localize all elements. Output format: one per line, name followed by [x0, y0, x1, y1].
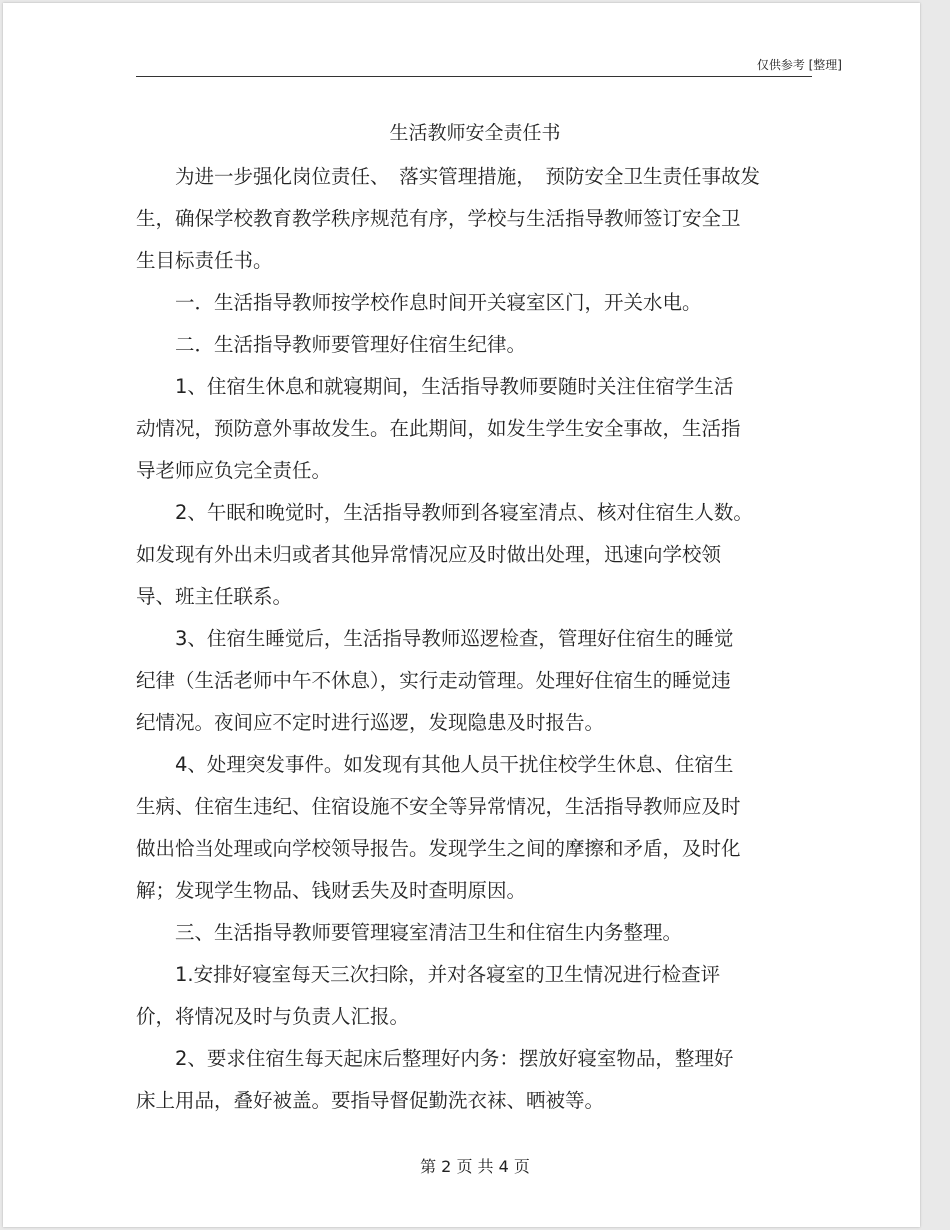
document-title: 生活教师安全责任书 — [389, 122, 561, 144]
body-line: 导、班主任联系。 — [136, 585, 293, 608]
body-line: 动情况，预防意外事故发生。在此期间，如发生学生安全事故，生活指 — [136, 417, 741, 440]
body-line: 1.安排好寝室每天三次扫除，并对各寝室的卫生情况进行检查评 — [136, 963, 721, 986]
body-line: 4、处理突发事件。如发现有其他人员干扰住校学生休息、住宿生 — [136, 753, 734, 776]
body-line: 床上用品，叠好被盖。要指导督促勤洗衣袜、晒被等。 — [136, 1089, 605, 1112]
body-line: 纪律（生活老师中午不休息），实行走动管理。处理好住宿生的睡觉违 — [136, 669, 731, 692]
body-line: 导老师应负完全责任。 — [136, 459, 332, 482]
header-note: 仅供参考 [整理] — [756, 58, 842, 72]
body-line: 如发现有外出未归或者其他异常情况应及时做出处理，迅速向学校领 — [136, 543, 722, 566]
header-divider — [136, 76, 812, 77]
body-line: 生病、住宿生违纪、住宿设施不安全等异常情况，生活指导教师应及时 — [136, 795, 741, 818]
page-number: 第 2 页 共 4 页 — [420, 1157, 530, 1176]
body-line: 2、要求住宿生每天起床后整理好内务：摆放好寝室物品，整理好 — [136, 1047, 734, 1070]
body-line: 价，将情况及时与负责人汇报。 — [136, 1005, 410, 1028]
body-line: 3、住宿生睡觉后，生活指导教师巡逻检查，管理好住宿生的睡觉 — [136, 627, 734, 650]
body-line: 二．生活指导教师要管理好住宿生纪律。 — [136, 333, 527, 356]
body-line: 生，确保学校教育教学秩序规范有序，学校与生活指导教师签订安全卫 — [136, 207, 741, 230]
body-line: 解；发现学生物品、钱财丢失及时查明原因。 — [136, 879, 527, 902]
body-line: 为进一步强化岗位责任、 落实管理措施， 预防安全卫生责任事故发 — [136, 165, 761, 188]
body-line: 做出恰当处理或向学校领导报告。发现学生之间的摩擦和矛盾，及时化 — [136, 837, 741, 860]
body-line: 2、午眠和晚觉时，生活指导教师到各寝室清点、核对住宿生人数。 — [136, 501, 753, 524]
body-line: 生目标责任书。 — [136, 249, 273, 272]
body-line: 一．生活指导教师按学校作息时间开关寝室区门，开关水电。 — [136, 291, 702, 314]
document-body — [136, 156, 816, 1122]
body-line: 1、住宿生休息和就寝期间，生活指导教师要随时关注住宿学生活 — [136, 375, 734, 398]
body-line: 纪情况。夜间应不定时进行巡逻，发现隐患及时报告。 — [136, 711, 605, 734]
body-line: 三、生活指导教师要管理寝室清洁卫生和住宿生内务整理。 — [136, 921, 683, 944]
